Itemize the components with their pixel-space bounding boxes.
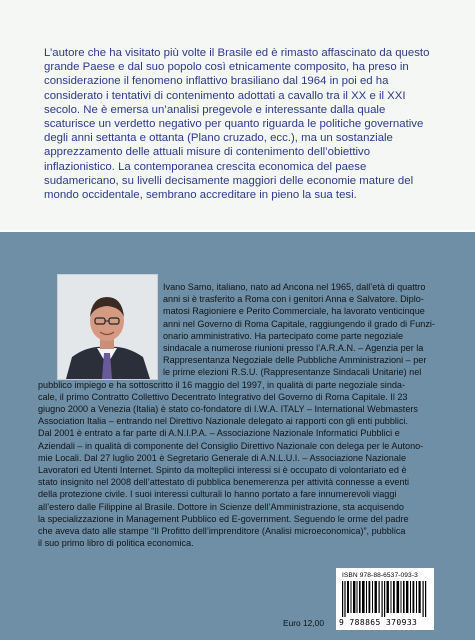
price-label: Euro 12,00 <box>283 618 324 628</box>
bio-line: della protezione civile. I suoi interessi culturali lo hanno portato a fare innumerevoli viaggi <box>38 489 397 500</box>
bio-line: Dal 2001 è entrato a far parte di A.N.I.P.A. – Associazione Nazionale Informatici Pubblici e <box>38 428 400 439</box>
bio-line: Ivano Samo, italiano, nato ad Ancona nel 1965, dall’età di quattro <box>163 282 426 292</box>
bio-line: le prime elezioni R.S.U. (Rappresentanze Sindacali Unitarie) nel <box>163 367 422 378</box>
bio-line: onario amministrativo. Ha partecipato come parte negoziale <box>163 330 404 341</box>
barcode-digits: 9 788865 370933 <box>339 618 418 627</box>
bio-line: Association Italia – entrando nel Direttivo Nazionale delegato ai rapporti con gli enti pubblici. <box>38 416 409 427</box>
bio-line: all’estero dalle Filippine al Brasile. Dottore in Scienze dell’Amministrazione, sta acquisendo <box>38 501 404 512</box>
bio-line: il suo primo libro di politica economica. <box>38 538 194 549</box>
bio-line: Lavoratori ed Utenti Internet. Spinto da molteplici interessi si è occupato di volontariato ed è <box>38 465 407 476</box>
bio-line: la specializzazione in Management Pubblico ed E-government. Seguendo le orme del padre <box>38 513 409 524</box>
bio-line: matosi Ragioniere e Perito Commerciale, ha lavorato venticinque <box>163 306 425 317</box>
book-blurb: L’autore che ha visitato più volte il Brasile ed è rimasto affascinato da questo grande Paese e dal suo popolo così etnicamente composito, ha preso in considerazione il fenomeno inflattivo brasiliano dal 1964 in poi ed ha considerato i tentativi di contenimento adottati a cavallo tra il XX e il XXI secolo. Ne è emersa un’analisi pregevole e interessante dalla quale scaturisce un verdetto negativo per quanto riguarda le politiche governative degli anni settanta e ottanta (Plano cruzado, ecc.), ma un sostanziale apprezzamento delle attuali misure di contenimento dell’obiettivo inflazionistico. La contemporanea crescita economica del paese sudamericano, su livelli decisamente maggiori delle economie mature del mondo occidentale, sembrano accreditare in pieno la sua tesi. <box>44 47 430 202</box>
bio-line: Rappresentanza Negoziale delle Pubbliche Amministrazioni – per <box>163 355 427 366</box>
isbn-label: ISBN 978-88-6537-093-3 <box>342 572 418 579</box>
author-bio <box>38 281 438 549</box>
bio-line: stato insignito nel 2008 dell’attestato di pubblica benemerenza per attività connesse a eventi <box>38 477 410 488</box>
barcode-box <box>336 568 434 630</box>
bio-line: Aziendali – in qualità di componente del Consiglio Direttivo Nazionale con delega per le Autono- <box>38 440 424 451</box>
bio-line: che aveva dato alle stampe “Il Profitto dell’imprenditore (Analisi microeconomica)”, pubblica <box>38 526 406 537</box>
bio-line: anni si è trasferito a Roma con i genitori Anna e Salvatore. Diplo- <box>163 294 424 305</box>
bio-line: pubblico impiego e ha sottoscritto il 16 maggio del 1997, in qualità di parte negoziale sinda- <box>38 379 406 390</box>
bio-line: anni nel Governo di Roma Capitale, raggiungendo il grado di Funzi- <box>163 318 435 329</box>
bio-line: mie Locali. Dal 27 luglio 2001 è Segretario Generale di A.N.L.U.I. – Associazione Nazionale <box>38 452 407 463</box>
bio-line: giugno 2000 a Venezia (Italia) è stato co-fondatore di I.W.A. ITALY – International Webmasters <box>38 404 418 415</box>
bio-line: sindacale a numerose riunioni presso l’A.R.A.N. – Agenzia per la <box>163 343 424 354</box>
barcode-icon <box>342 581 428 617</box>
bio-line: cale, il primo Contratto Collettivo Decentrato Integrativo del Governo di Roma Capitale. Il 23 <box>38 391 408 402</box>
